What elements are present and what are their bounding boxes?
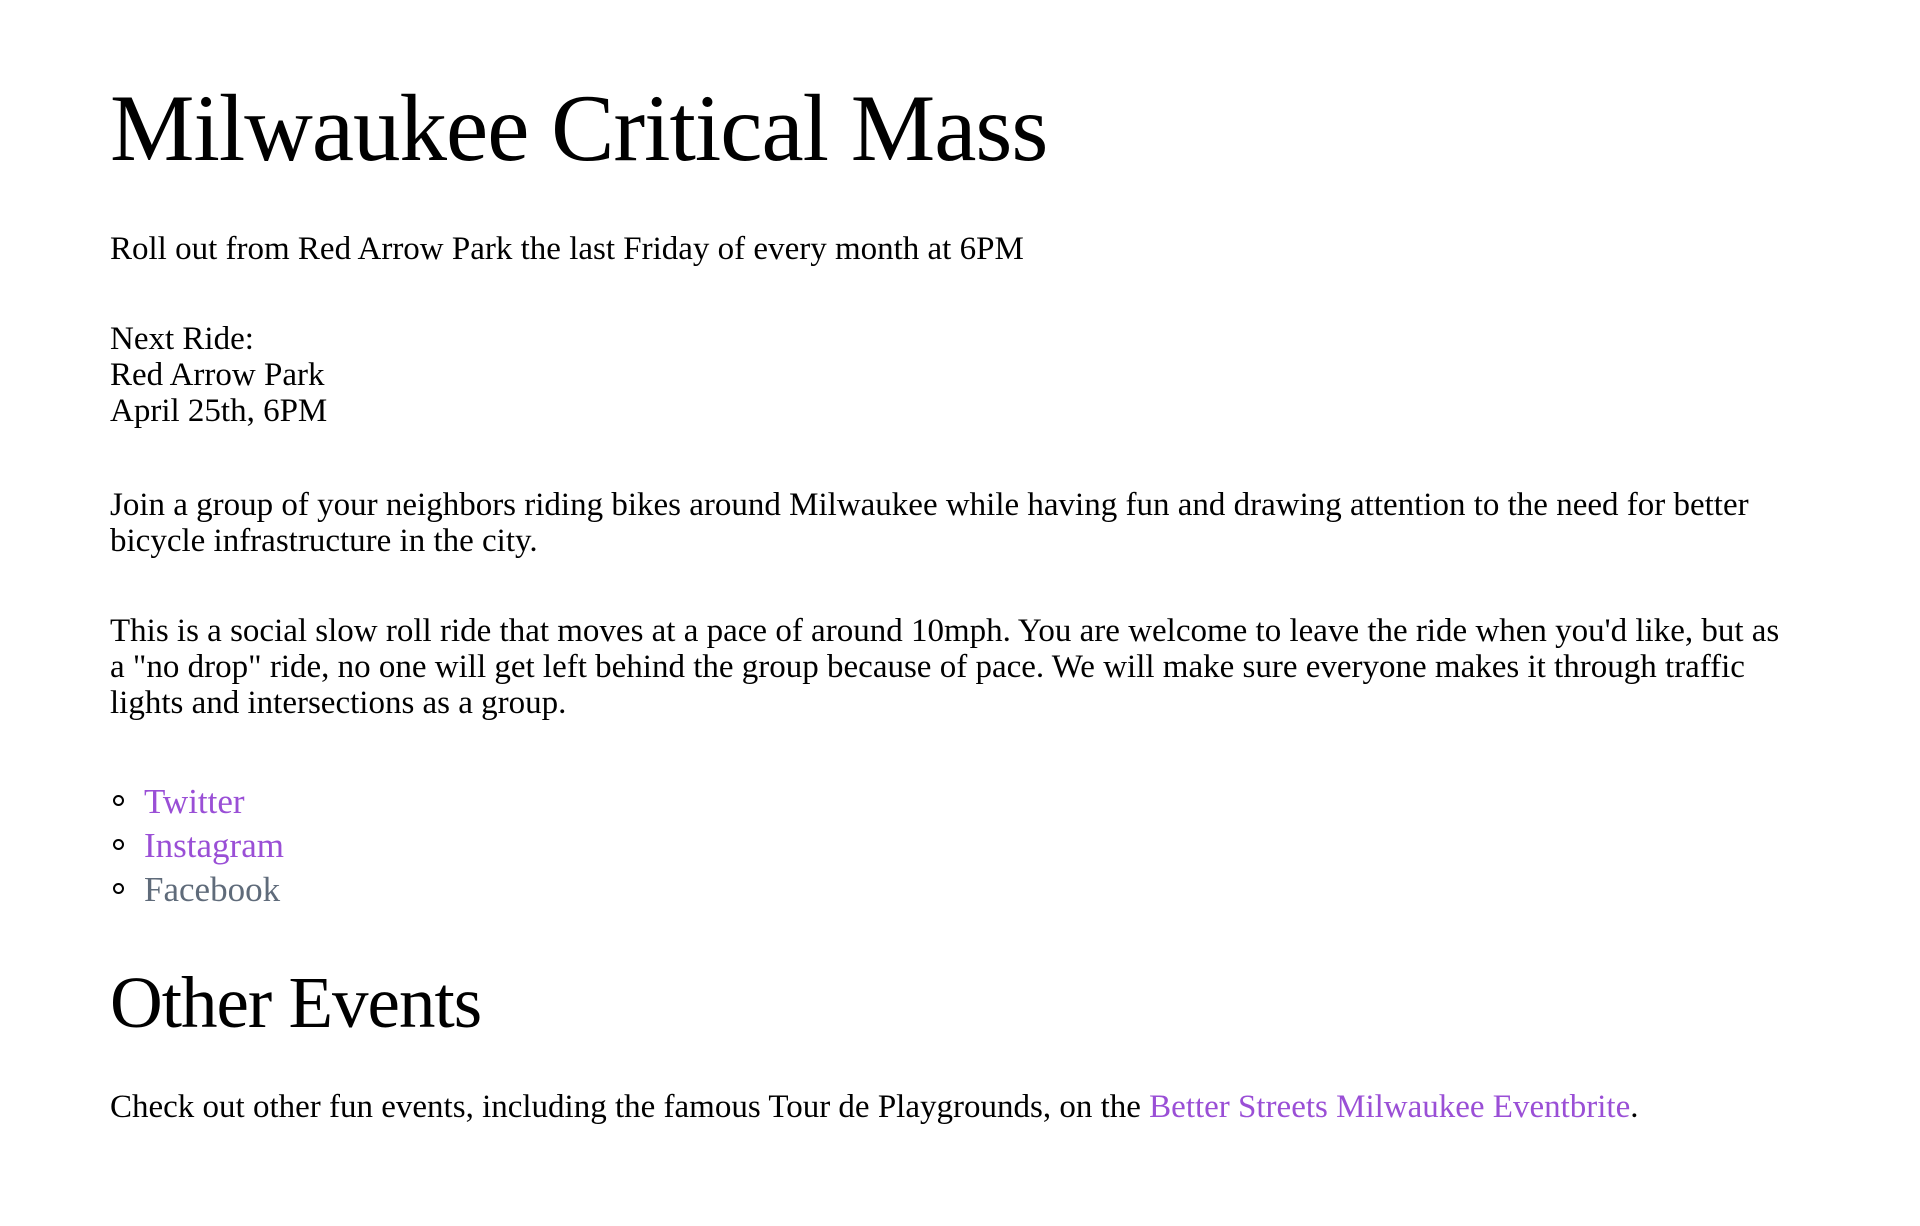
list-item-facebook bbox=[110, 868, 284, 912]
main-content bbox=[110, 75, 1810, 1125]
about-paragraph-2: This is a social slow roll ride that moves at a pace of around 10mph. You are welcome to leave the ride when you'd like, but as a "no drop" ride, no one will get left behind the group because of pace. We will make sure everyone makes it through traffic lights and intersections as a group. bbox=[110, 613, 1780, 721]
next-ride-location: Red Arrow Park bbox=[110, 357, 325, 393]
circle-bullet-icon bbox=[113, 839, 124, 850]
eventbrite-link[interactable]: Better Streets Milwaukee Eventbrite bbox=[1149, 1089, 1631, 1125]
twitter-link[interactable]: Twitter bbox=[144, 782, 245, 821]
other-events-text-before: Check out other fun events, including the famous Tour de Playgrounds, on the bbox=[110, 1089, 1150, 1125]
instagram-link[interactable]: Instagram bbox=[144, 826, 284, 865]
next-ride-block bbox=[110, 321, 327, 429]
page-title: Milwaukee Critical Mass bbox=[110, 75, 1048, 181]
other-events-text-after: . bbox=[1630, 1089, 1639, 1125]
other-events-text bbox=[110, 1089, 1639, 1125]
next-ride-label: Next Ride: bbox=[110, 321, 254, 357]
circle-bullet-icon bbox=[113, 795, 124, 806]
facebook-link[interactable]: Facebook bbox=[144, 870, 281, 909]
list-item-twitter bbox=[110, 780, 284, 824]
list-item-instagram bbox=[110, 824, 284, 868]
other-events-heading: Other Events bbox=[110, 962, 482, 1043]
social-links-list bbox=[110, 780, 284, 912]
about-paragraph-1: Join a group of your neighbors riding bikes around Milwaukee while having fun and drawing attention to the need for better bicycle infrastructure in the city. bbox=[110, 487, 1749, 559]
tagline: Roll out from Red Arrow Park the last Friday of every month at 6PM bbox=[110, 231, 1024, 267]
next-ride-date: April 25th, 6PM bbox=[110, 393, 328, 429]
circle-bullet-icon bbox=[113, 883, 124, 894]
